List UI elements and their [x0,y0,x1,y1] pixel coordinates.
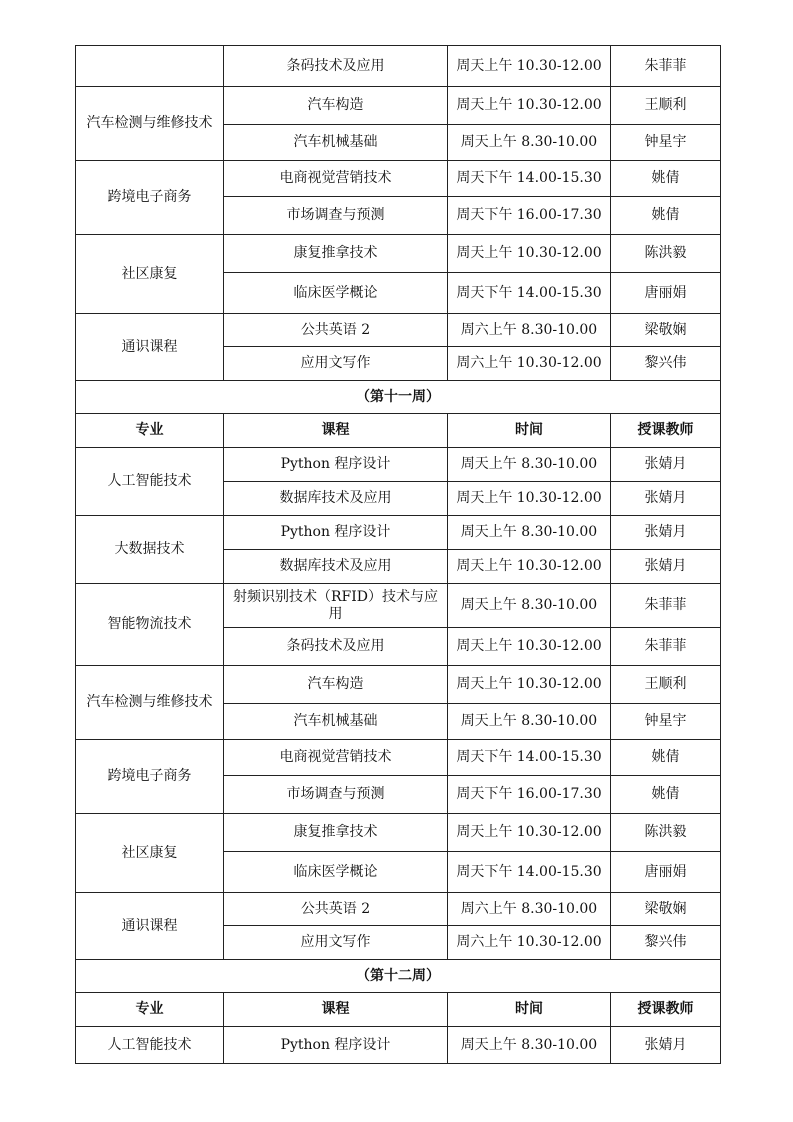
course-cell: 汽车机械基础 [224,704,448,740]
teacher-cell: 姚倩 [611,161,721,197]
table-row [76,314,721,347]
teacher-cell: 姚倩 [611,740,721,776]
time-cell: 周天上午 8.30-10.00 [448,448,611,482]
time-cell: 周六上午 8.30-10.00 [448,314,611,347]
time-cell: 周六上午 10.30-12.00 [448,926,611,960]
course-cell: 条码技术及应用 [224,46,448,87]
week-title-row [76,381,721,414]
course-cell: 临床医学概论 [224,273,448,314]
teacher-cell: 唐丽娟 [611,273,721,314]
major-cell: 人工智能技术 [76,448,224,516]
course-cell: 应用文写作 [224,926,448,960]
major-cell: 汽车检测与维修技术 [76,666,224,740]
teacher-cell: 王顺利 [611,666,721,704]
table-row [76,740,721,776]
course-cell: 数据库技术及应用 [224,550,448,584]
course-cell: 临床医学概论 [224,852,448,893]
header-row [76,993,721,1027]
teacher-cell: 陈洪毅 [611,235,721,273]
course-cell: 公共英语 2 [224,893,448,926]
course-cell: 射频识别技术（RFID）技术与应用 [224,584,448,628]
teacher-cell: 张婧月 [611,482,721,516]
course-cell: 条码技术及应用 [224,628,448,666]
time-cell: 周天下午 16.00-17.30 [448,197,611,235]
time-cell: 周天上午 8.30-10.00 [448,584,611,628]
header-time: 时间 [448,414,611,448]
teacher-cell: 黎兴伟 [611,347,721,381]
teacher-cell: 张婧月 [611,550,721,584]
table-row [76,46,721,87]
week-title-row [76,960,721,993]
course-cell: 市场调查与预测 [224,197,448,235]
time-cell: 周天上午 8.30-10.00 [448,704,611,740]
teacher-cell: 黎兴伟 [611,926,721,960]
week-title: （第十二周） [76,960,721,993]
teacher-cell: 钟星宇 [611,704,721,740]
table-row [76,161,721,197]
header-time: 时间 [448,993,611,1027]
major-cell [76,46,224,87]
time-cell: 周六上午 8.30-10.00 [448,893,611,926]
time-cell: 周天下午 14.00-15.30 [448,161,611,197]
major-cell: 通识课程 [76,314,224,381]
teacher-cell: 王顺利 [611,87,721,125]
teacher-cell: 唐丽娟 [611,852,721,893]
teacher-cell: 姚倩 [611,197,721,235]
teacher-cell: 朱菲菲 [611,584,721,628]
header-row [76,414,721,448]
time-cell: 周天上午 10.30-12.00 [448,482,611,516]
teacher-cell: 钟星宇 [611,125,721,161]
course-cell: 公共英语 2 [224,314,448,347]
major-cell: 人工智能技术 [76,1027,224,1064]
course-cell: 电商视觉营销技术 [224,161,448,197]
header-course: 课程 [224,993,448,1027]
course-cell: 汽车构造 [224,666,448,704]
time-cell: 周天上午 10.30-12.00 [448,550,611,584]
table-row [76,1027,721,1064]
time-cell: 周六上午 10.30-12.00 [448,347,611,381]
teacher-cell: 姚倩 [611,776,721,814]
major-cell: 跨境电子商务 [76,740,224,814]
table-row [76,814,721,852]
course-cell: Python 程序设计 [224,448,448,482]
course-cell: 康复推拿技术 [224,235,448,273]
course-cell: Python 程序设计 [224,516,448,550]
time-cell: 周天上午 10.30-12.00 [448,814,611,852]
major-cell: 大数据技术 [76,516,224,584]
major-cell: 智能物流技术 [76,584,224,666]
course-cell: 市场调查与预测 [224,776,448,814]
time-cell: 周天上午 10.30-12.00 [448,235,611,273]
schedule-table [75,45,721,1064]
table-row [76,235,721,273]
table-row [76,516,721,550]
time-cell: 周天下午 14.00-15.30 [448,740,611,776]
course-cell: 电商视觉营销技术 [224,740,448,776]
major-cell: 跨境电子商务 [76,161,224,235]
time-cell: 周天下午 14.00-15.30 [448,852,611,893]
course-cell: 应用文写作 [224,347,448,381]
time-cell: 周天上午 8.30-10.00 [448,1027,611,1064]
table-row [76,666,721,704]
header-major: 专业 [76,414,224,448]
table-row [76,87,721,125]
time-cell: 周天下午 14.00-15.30 [448,273,611,314]
table-row [76,584,721,628]
teacher-cell: 梁敬娴 [611,314,721,347]
time-cell: 周天上午 8.30-10.00 [448,516,611,550]
time-cell: 周天上午 8.30-10.00 [448,125,611,161]
teacher-cell: 朱菲菲 [611,46,721,87]
course-cell: 康复推拿技术 [224,814,448,852]
header-course: 课程 [224,414,448,448]
table-row [76,893,721,926]
major-cell: 汽车检测与维修技术 [76,87,224,161]
header-teacher: 授课教师 [611,414,721,448]
teacher-cell: 张婧月 [611,1027,721,1064]
header-major: 专业 [76,993,224,1027]
teacher-cell: 梁敬娴 [611,893,721,926]
header-teacher: 授课教师 [611,993,721,1027]
teacher-cell: 张婧月 [611,516,721,550]
time-cell: 周天下午 16.00-17.30 [448,776,611,814]
course-cell: 汽车构造 [224,87,448,125]
major-cell: 通识课程 [76,893,224,960]
course-cell: Python 程序设计 [224,1027,448,1064]
teacher-cell: 朱菲菲 [611,628,721,666]
table-row [76,448,721,482]
teacher-cell: 陈洪毅 [611,814,721,852]
week-title: （第十一周） [76,381,721,414]
course-cell: 汽车机械基础 [224,125,448,161]
time-cell: 周天上午 10.30-12.00 [448,666,611,704]
teacher-cell: 张婧月 [611,448,721,482]
major-cell: 社区康复 [76,235,224,314]
course-cell: 数据库技术及应用 [224,482,448,516]
time-cell: 周天上午 10.30-12.00 [448,87,611,125]
time-cell: 周天上午 10.30-12.00 [448,628,611,666]
major-cell: 社区康复 [76,814,224,893]
time-cell: 周天上午 10.30-12.00 [448,46,611,87]
